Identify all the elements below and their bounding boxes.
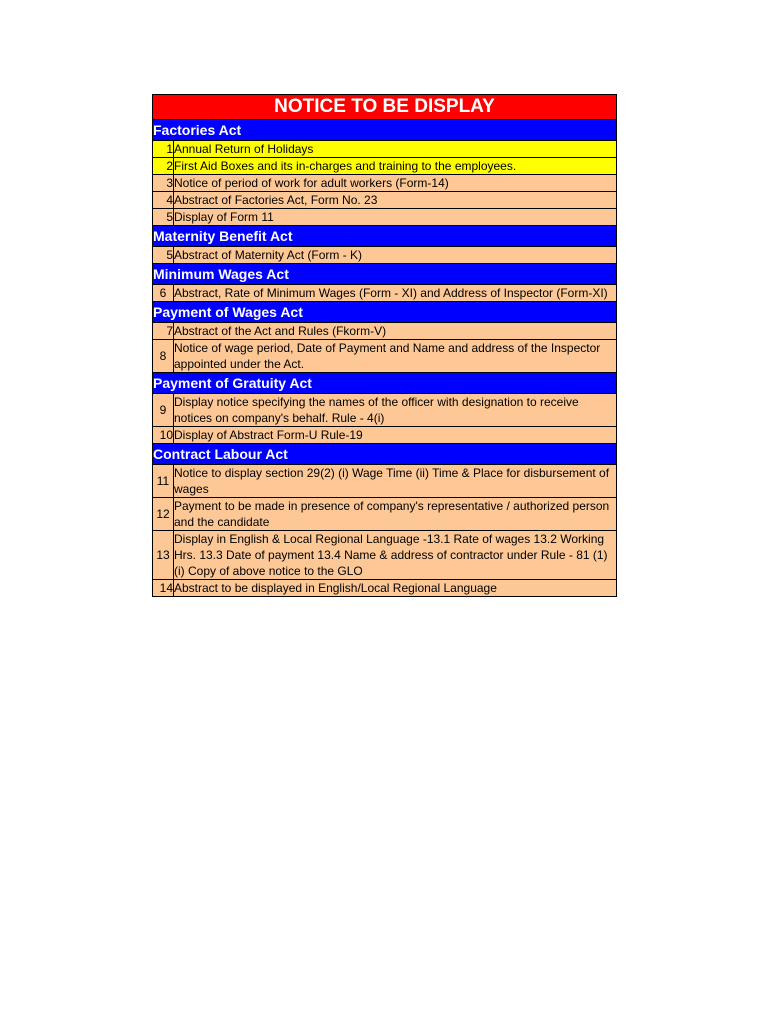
table-row — [153, 465, 617, 498]
section-title: Payment of Gratuity Act — [153, 373, 617, 394]
table-row — [153, 141, 617, 158]
item-number: 5 — [153, 209, 174, 226]
section-title: Maternity Benefit Act — [153, 226, 617, 247]
table-row — [153, 340, 617, 373]
section-header-row — [153, 120, 617, 141]
section-title: Minimum Wages Act — [153, 264, 617, 285]
table-row — [153, 192, 617, 209]
notice-table — [152, 94, 617, 597]
item-number: 7 — [153, 323, 174, 340]
item-text: Notice of wage period, Date of Payment and Name and address of the Inspector appointed under the Act. — [174, 340, 617, 373]
item-text: Annual Return of Holidays — [174, 141, 617, 158]
item-number: 6 — [153, 285, 174, 302]
item-text: Abstract of Factories Act, Form No. 23 — [174, 192, 617, 209]
item-number: 3 — [153, 175, 174, 192]
section-header-row — [153, 226, 617, 247]
item-number: 13 — [153, 531, 174, 580]
item-number: 12 — [153, 498, 174, 531]
item-text: Display in English & Local Regional Language -13.1 Rate of wages 13.2 Working Hrs. 13.3 Date of payment 13.4 Name & address of contractor under Rule - 81 (1)(i) Copy of above notice to the GLO — [174, 531, 617, 580]
table-row — [153, 498, 617, 531]
table-row — [153, 247, 617, 264]
item-number: 10 — [153, 427, 174, 444]
section-title: Payment of Wages Act — [153, 302, 617, 323]
item-text: Abstract to be displayed in English/Local Regional Language — [174, 580, 617, 597]
item-text: First Aid Boxes and its in-charges and training to the employees. — [174, 158, 617, 175]
item-text: Payment to be made in presence of company's representative / authorized person and the candidate — [174, 498, 617, 531]
section-header-row — [153, 444, 617, 465]
item-text: Display notice specifying the names of the officer with designation to receive notices on company's behalf. Rule - 4(i) — [174, 394, 617, 427]
table-row — [153, 209, 617, 226]
table-row — [153, 285, 617, 302]
section-header-row — [153, 264, 617, 285]
item-text: Display of Form 11 — [174, 209, 617, 226]
item-text: Abstract of the Act and Rules (Fkorm-V) — [174, 323, 617, 340]
item-number: 1 — [153, 141, 174, 158]
item-text: Notice to display section 29(2) (i) Wage Time (ii) Time & Place for disbursement of wages — [174, 465, 617, 498]
notice-table-body — [153, 95, 617, 597]
table-row — [153, 323, 617, 340]
item-number: 8 — [153, 340, 174, 373]
section-title: Contract Labour Act — [153, 444, 617, 465]
item-number: 9 — [153, 394, 174, 427]
section-title: Factories Act — [153, 120, 617, 141]
item-number: 14 — [153, 580, 174, 597]
table-row — [153, 394, 617, 427]
table-row — [153, 158, 617, 175]
title-row — [153, 95, 617, 120]
item-text: Display of Abstract Form-U Rule-19 — [174, 427, 617, 444]
table-row — [153, 427, 617, 444]
page-title: NOTICE TO BE DISPLAY — [153, 95, 617, 120]
section-header-row — [153, 302, 617, 323]
table-row — [153, 175, 617, 192]
item-text: Abstract, Rate of Minimum Wages (Form - XI) and Address of Inspector (Form-XI) — [174, 285, 617, 302]
table-row — [153, 580, 617, 597]
table-row — [153, 531, 617, 580]
item-number: 11 — [153, 465, 174, 498]
section-header-row — [153, 373, 617, 394]
item-text: Notice of period of work for adult workers (Form-14) — [174, 175, 617, 192]
item-number: 2 — [153, 158, 174, 175]
item-text: Abstract of Maternity Act (Form - K) — [174, 247, 617, 264]
item-number: 5 — [153, 247, 174, 264]
item-number: 4 — [153, 192, 174, 209]
